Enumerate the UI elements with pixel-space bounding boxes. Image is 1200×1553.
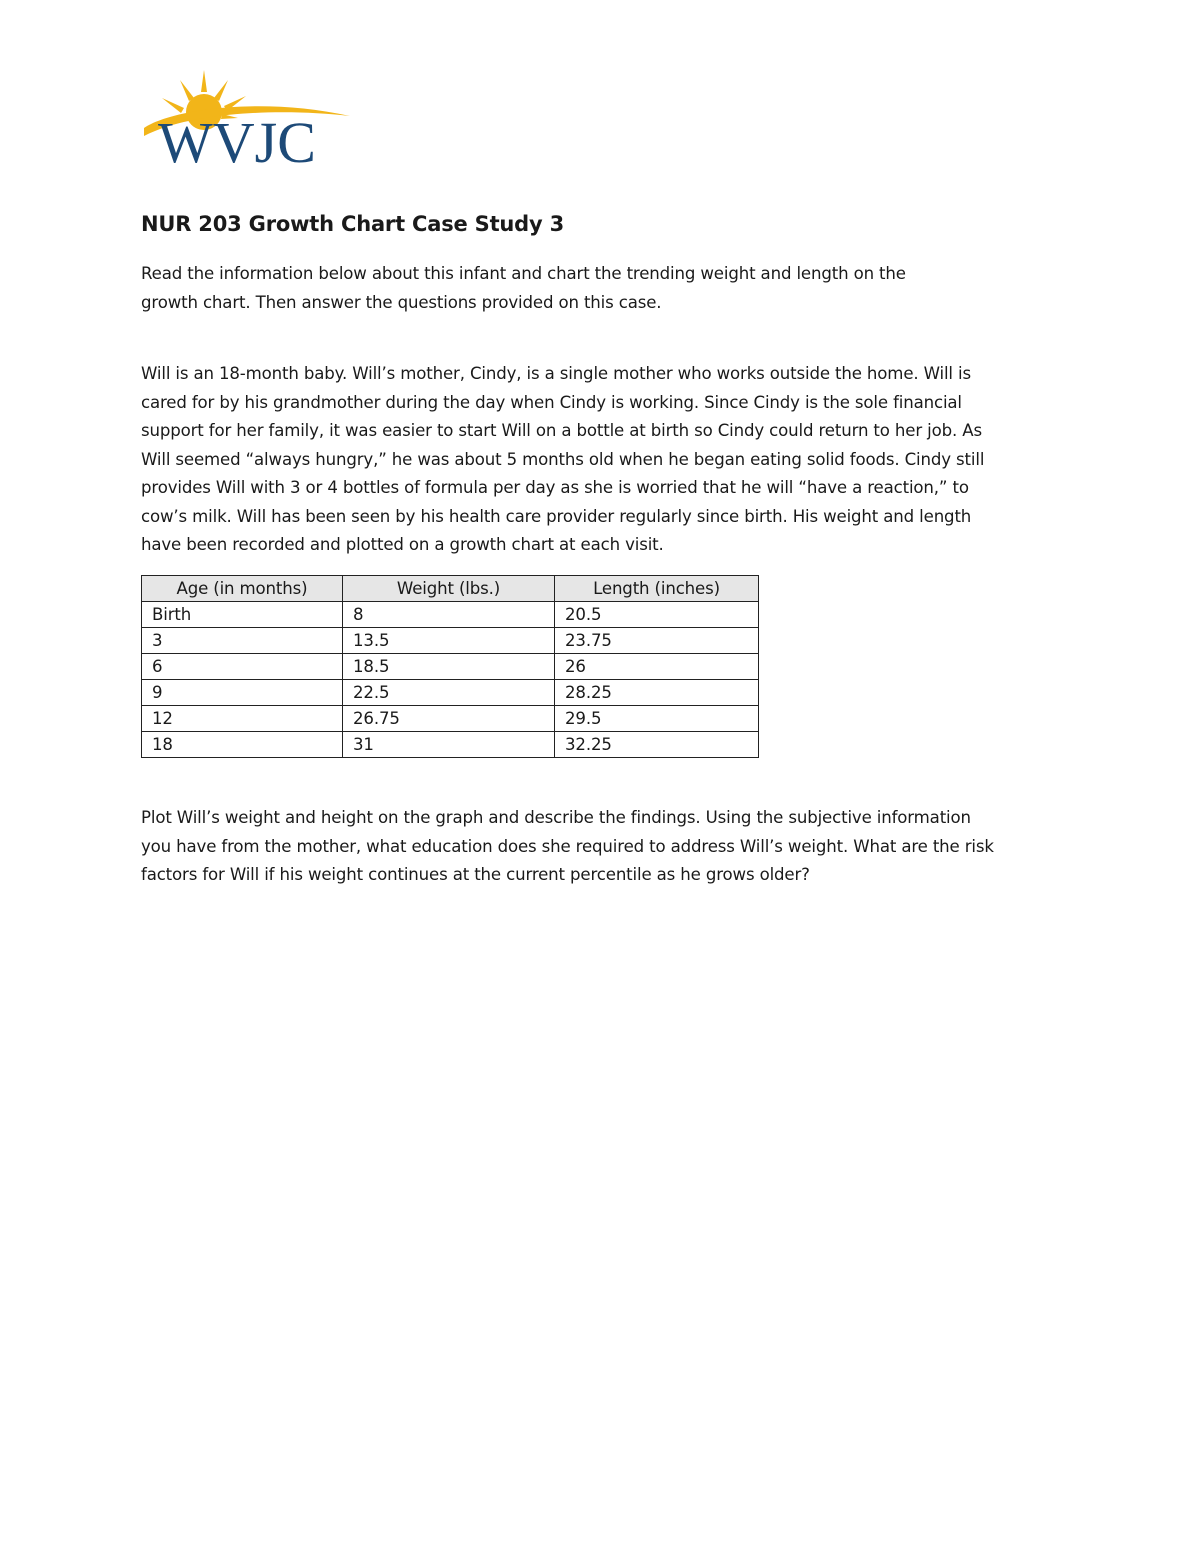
length-cell: 29.5 [555,706,759,732]
table-header-row [142,576,759,602]
question-paragraph [141,804,1081,890]
column-header-age: Age (in months) [142,576,343,602]
case-line: Will seemed “always hungry,” he was about 5 months old when he began eating solid foods. Cindy still [141,449,985,469]
length-cell: 28.25 [555,680,759,706]
growth-data-table [141,575,759,758]
sun-logo-icon [140,66,352,168]
page-title: NUR 203 Growth Chart Case Study 3 [141,212,565,236]
age-cell: 18 [142,732,343,758]
weight-cell: 13.5 [343,628,555,654]
table-row [142,654,759,680]
length-cell: 32.25 [555,732,759,758]
age-cell: 3 [142,628,343,654]
age-cell: 12 [142,706,343,732]
intro-paragraph [141,260,1001,317]
case-line: support for her family, it was easier to start Will on a bottle at birth so Cindy could return to her job. As [141,421,982,440]
age-cell: Birth [142,602,343,628]
case-line: cared for by his grandmother during the day when Cindy is working. Since Cindy is the sole financial [141,392,962,412]
weight-cell: 18.5 [343,654,555,680]
table-row [142,680,759,706]
logo-text: WVJC [158,110,316,168]
case-line: have been recorded and plotted on a growth chart at each visit. [141,535,664,554]
length-cell: 23.75 [555,628,759,654]
age-cell: 9 [142,680,343,706]
case-line: Will is an 18-month baby. Will’s mother, Cindy, is a single mother who works outside the home. Will is [141,364,971,383]
wvjc-logo [140,66,352,168]
question-line: factors for Will if his weight continues at the current percentile as he grows older? [141,865,810,884]
case-line: provides Will with 3 or 4 bottles of formula per day as she is worried that he will “have a reaction,” to [141,478,969,497]
age-cell: 6 [142,654,343,680]
table-row [142,628,759,654]
weight-cell: 8 [343,602,555,628]
weight-cell: 26.75 [343,706,555,732]
column-header-length: Length (inches) [555,576,759,602]
length-cell: 26 [555,654,759,680]
weight-cell: 31 [343,732,555,758]
weight-cell: 22.5 [343,680,555,706]
column-header-weight: Weight (lbs.) [343,576,555,602]
question-line: Plot Will’s weight and height on the graph and describe the findings. Using the subjective information [141,808,971,827]
intro-line: Read the information below about this infant and chart the trending weight and length on the [141,264,906,283]
case-paragraph [141,360,1071,560]
table-row [142,706,759,732]
case-line: cow’s milk. Will has been seen by his health care provider regularly since birth. His weight and length [141,506,972,526]
intro-line: growth chart. Then answer the questions provided on this case. [141,292,662,312]
length-cell: 20.5 [555,602,759,628]
table-row [142,732,759,758]
question-line: you have from the mother, what education does she required to address Will’s weight. What are the risk [141,836,994,856]
table-row [142,602,759,628]
